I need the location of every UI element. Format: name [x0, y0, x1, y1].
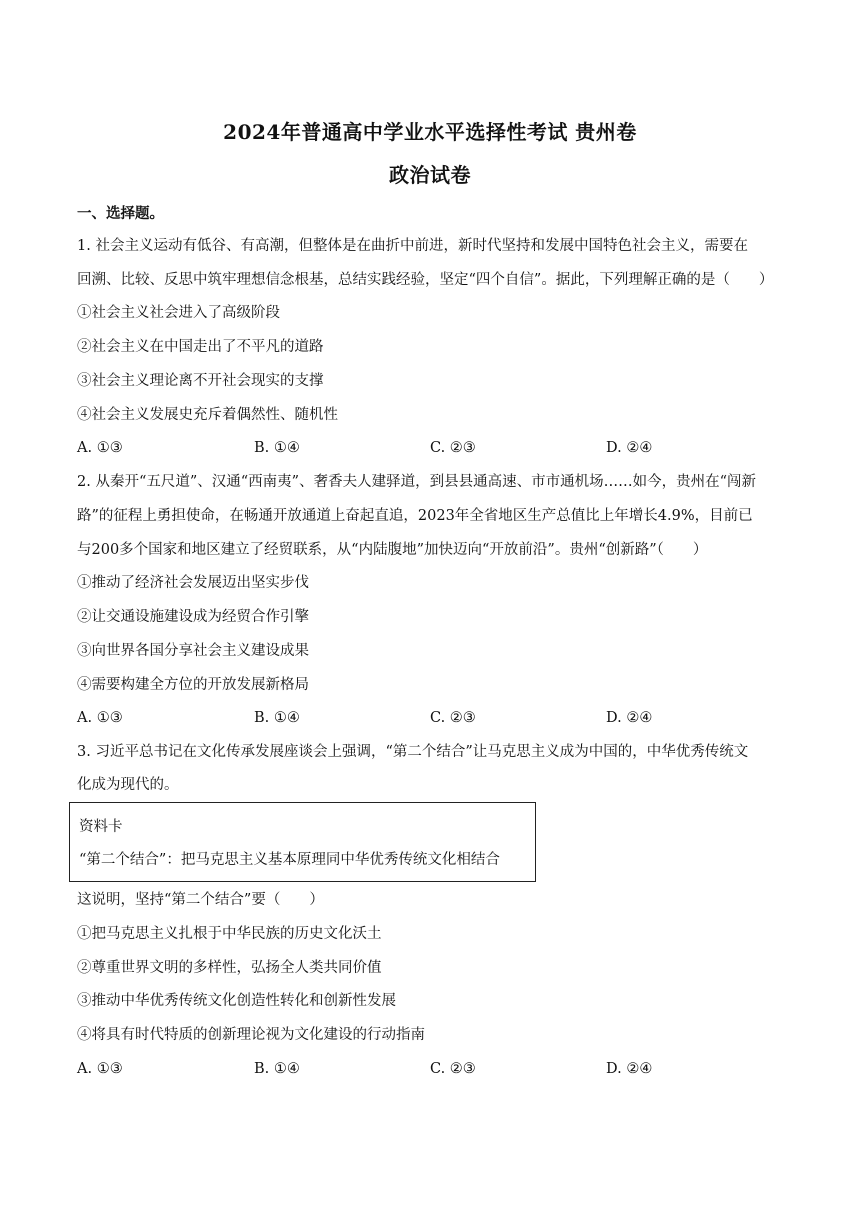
option-c[interactable]: C. ②③ [430, 710, 476, 726]
statement-item: ①把马克思主义扎根于中华民族的历史文化沃土 [77, 926, 382, 942]
option-d[interactable]: D. ②④ [606, 1061, 653, 1077]
material-card-title: 资料卡 [79, 819, 123, 835]
statement-item: ②尊重世界文明的多样性，弘扬全人类共同价值 [77, 960, 382, 976]
statement-item: ①社会主义社会进入了高级阶段 [77, 305, 280, 321]
statement-item: ④社会主义发展史充斥着偶然性、随机性 [77, 407, 338, 423]
question-prompt: 这说明，坚持“第二个结合”要（ ） [77, 892, 324, 908]
material-card-content: “第二个结合”：把马克思主义基本原理同中华优秀传统文化相结合 [79, 852, 500, 868]
option-c[interactable]: C. ②③ [430, 440, 476, 456]
question-stem-line: 路”的征程上勇担使命，在畅通开放通道上奋起直追，2023年全省地区生产总值比上年增长4.9%，目前已 [77, 508, 753, 524]
statement-item: ①推动了经济社会发展迈出坚实步伐 [77, 575, 309, 591]
exam-title: 2024年普通高中学业水平选择性考试 贵州卷 [223, 120, 637, 144]
statement-item: ③推动中华优秀传统文化创造性转化和创新性发展 [77, 993, 396, 1009]
statement-item: ④需要构建全方位的开放发展新格局 [77, 677, 309, 693]
question-stem-line: 回溯、比较、反思中筑牢理想信念根基，总结实践经验，坚定“四个自信”。据此，下列理解正确的是（ ） [77, 272, 774, 288]
option-d[interactable]: D. ②④ [606, 440, 653, 456]
question-stem-line: 化成为现代的。 [77, 777, 179, 793]
section-heading: 一、选择题。 [77, 205, 164, 222]
statement-item: ③社会主义理论离不开社会现实的支撑 [77, 373, 324, 389]
statement-item: ③向世界各国分享社会主义建设成果 [77, 643, 309, 659]
option-b[interactable]: B. ①④ [254, 1061, 300, 1077]
option-d[interactable]: D. ②④ [606, 710, 653, 726]
question-stem-line: 3. 习近平总书记在文化传承发展座谈会上强调，“第二个结合”让马克思主义成为中国的，中华优秀传统文 [77, 744, 749, 760]
question-stem-line: 2. 从秦开“五尺道”、汉通“西南夷”、奢香夫人建驿道，到县县通高速、市市通机场……如今，贵州在“闯新 [77, 474, 757, 490]
option-a[interactable]: A. ①③ [77, 1061, 123, 1077]
question-stem-line: 与200多个国家和地区建立了经贸联系，从“内陆腹地”加快迈向“开放前沿”。贵州“创新路”（ ） [77, 542, 708, 558]
statement-item: ②社会主义在中国走出了不平凡的道路 [77, 339, 324, 355]
exam-subtitle: 政治试卷 [389, 163, 471, 187]
statement-item: ④将具有时代特质的创新理论视为文化建设的行动指南 [77, 1027, 425, 1043]
statement-item: ②让交通设施建设成为经贸合作引擎 [77, 609, 309, 625]
option-b[interactable]: B. ①④ [254, 710, 300, 726]
option-b[interactable]: B. ①④ [254, 440, 300, 456]
option-a[interactable]: A. ①③ [77, 710, 123, 726]
option-a[interactable]: A. ①③ [77, 440, 123, 456]
option-c[interactable]: C. ②③ [430, 1061, 476, 1077]
material-card [69, 802, 536, 882]
question-stem-line: 1. 社会主义运动有低谷、有高潮，但整体是在曲折中前进，新时代坚持和发展中国特色社会主义，需要在 [77, 238, 748, 254]
